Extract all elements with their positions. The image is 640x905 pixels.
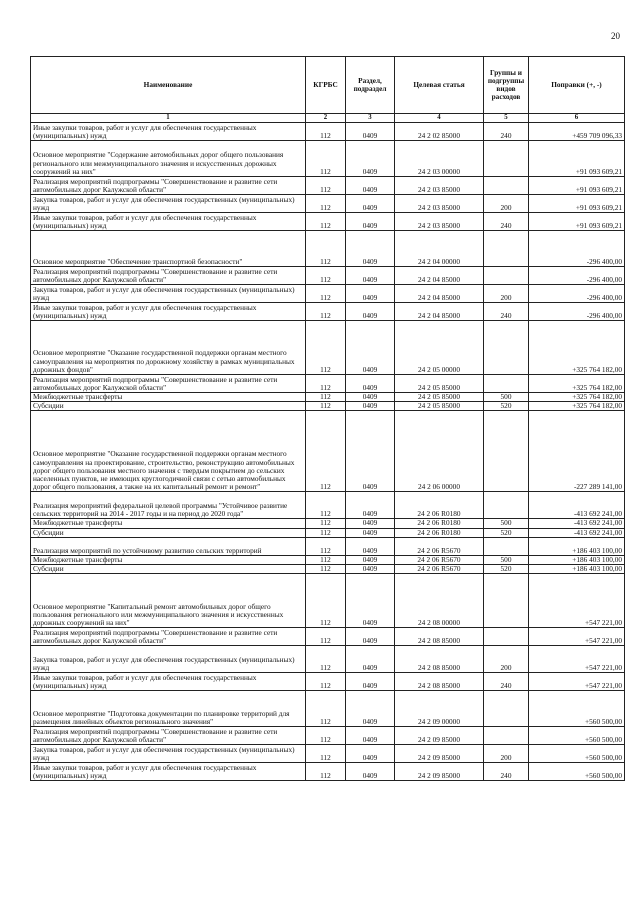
row-target: 24 2 06 R5670 (395, 537, 484, 555)
row-name: Иные закупки товаров, работ и услуг для обеспечения государственных (муниципальных) нужд (31, 213, 306, 231)
header-razdel: Раздел, подраздел (346, 57, 395, 114)
column-number: 5 (484, 114, 529, 123)
row-kgrbs: 112 (306, 393, 346, 402)
row-change: +325 764 182,00 (529, 393, 625, 402)
row-kgrbs: 112 (306, 411, 346, 492)
row-change: -296 400,00 (529, 285, 625, 303)
row-name: Закупка товаров, работ и услуг для обеспечения государственных (муниципальных) нужд (31, 285, 306, 303)
row-razdel: 0409 (346, 628, 395, 646)
row-group (484, 574, 529, 628)
table-row (31, 564, 625, 573)
row-kgrbs: 112 (306, 321, 346, 375)
row-kgrbs: 112 (306, 763, 346, 781)
column-number: 1 (31, 114, 306, 123)
row-target: 24 2 05 00000 (395, 321, 484, 375)
row-group (484, 267, 529, 285)
row-name: Иные закупки товаров, работ и услуг для обеспечения государственных (муниципальных) нужд (31, 303, 306, 321)
row-kgrbs: 112 (306, 123, 346, 141)
row-name: Иные закупки товаров, работ и услуг для обеспечения государственных (муниципальных) нужд (31, 763, 306, 781)
row-target: 24 2 04 85000 (395, 267, 484, 285)
row-change: +186 403 100,00 (529, 537, 625, 555)
row-group (484, 321, 529, 375)
row-kgrbs: 112 (306, 528, 346, 537)
header-kgrbs: КГРБС (306, 57, 346, 114)
row-group (484, 411, 529, 492)
table-row (31, 519, 625, 528)
table-header-row (31, 57, 625, 114)
row-kgrbs: 112 (306, 745, 346, 763)
row-group (484, 375, 529, 393)
row-target: 24 2 04 00000 (395, 231, 484, 267)
row-target: 24 2 05 85000 (395, 402, 484, 411)
row-change: -413 692 241,00 (529, 528, 625, 537)
row-group: 240 (484, 123, 529, 141)
row-kgrbs: 112 (306, 673, 346, 691)
row-name: Субсидии (31, 528, 306, 537)
row-kgrbs: 112 (306, 574, 346, 628)
row-change: +547 221,00 (529, 646, 625, 673)
row-group (484, 537, 529, 555)
table-row (31, 402, 625, 411)
row-name: Основное мероприятие "Оказание государственной поддержки органам местного самоуправления на проектирование, строительство, реконструкцию автомобильных дорог общего пользования местного значения с твердым покрытием до сельских населенных пунктов, не имеющих круглогодичной связи с сетью автомобильных дорог общего пользования, а также на их капитальный ремонт и ремонт" (31, 411, 306, 492)
row-kgrbs: 112 (306, 285, 346, 303)
row-target: 24 2 08 00000 (395, 574, 484, 628)
row-razdel: 0409 (346, 574, 395, 628)
row-group (484, 628, 529, 646)
row-group: 200 (484, 646, 529, 673)
row-group: 520 (484, 564, 529, 573)
row-group: 240 (484, 303, 529, 321)
row-name: Реализация мероприятий подпрограммы "Совершенствование и развитие сети автомобильных дорог Калужской области" (31, 267, 306, 285)
row-name: Закупка товаров, работ и услуг для обеспечения государственных (муниципальных) нужд (31, 646, 306, 673)
row-target: 24 2 06 R0180 (395, 492, 484, 519)
row-change: +547 221,00 (529, 574, 625, 628)
row-group: 500 (484, 555, 529, 564)
row-group: 200 (484, 745, 529, 763)
row-kgrbs: 112 (306, 177, 346, 195)
row-target: 24 2 06 R0180 (395, 528, 484, 537)
row-razdel: 0409 (346, 303, 395, 321)
table-row (31, 231, 625, 267)
row-name: Основное мероприятие "Подготовка документации по планировке территорий для размещения линейных объектов регионального значения" (31, 691, 306, 727)
row-razdel: 0409 (346, 393, 395, 402)
row-target: 24 2 03 85000 (395, 195, 484, 213)
row-razdel: 0409 (346, 213, 395, 231)
row-group (484, 691, 529, 727)
row-razdel: 0409 (346, 141, 395, 177)
row-group: 500 (484, 519, 529, 528)
row-group (484, 177, 529, 195)
header-change: Поправки (+, -) (529, 57, 625, 114)
row-razdel: 0409 (346, 745, 395, 763)
row-change: +560 500,00 (529, 727, 625, 745)
row-razdel: 0409 (346, 691, 395, 727)
row-kgrbs: 112 (306, 195, 346, 213)
table-row (31, 628, 625, 646)
row-group (484, 141, 529, 177)
row-name: Иные закупки товаров, работ и услуг для обеспечения государственных (муниципальных) нужд (31, 673, 306, 691)
table-row (31, 177, 625, 195)
row-change: +186 403 100,00 (529, 564, 625, 573)
row-kgrbs: 112 (306, 231, 346, 267)
row-name: Субсидии (31, 402, 306, 411)
row-name: Реализация мероприятий подпрограммы "Совершенствование и развитие сети автомобильных дорог Калужской области" (31, 375, 306, 393)
row-razdel: 0409 (346, 177, 395, 195)
row-kgrbs: 112 (306, 646, 346, 673)
row-target: 24 2 09 85000 (395, 763, 484, 781)
row-change: +91 093 609,21 (529, 195, 625, 213)
row-razdel: 0409 (346, 763, 395, 781)
row-change: -227 289 141,00 (529, 411, 625, 492)
row-group: 200 (484, 285, 529, 303)
row-change: +325 764 182,00 (529, 375, 625, 393)
table-row (31, 691, 625, 727)
row-razdel: 0409 (346, 285, 395, 303)
table-row (31, 745, 625, 763)
row-kgrbs: 112 (306, 519, 346, 528)
row-change: +91 093 609,21 (529, 177, 625, 195)
row-change: +91 093 609,21 (529, 213, 625, 231)
table-row (31, 727, 625, 745)
row-name: Закупка товаров, работ и услуг для обеспечения государственных (муниципальных) нужд (31, 195, 306, 213)
row-target: 24 2 06 R5670 (395, 555, 484, 564)
row-razdel: 0409 (346, 123, 395, 141)
row-razdel: 0409 (346, 646, 395, 673)
row-target: 24 2 03 85000 (395, 213, 484, 231)
row-name: Основное мероприятие "Капитальный ремонт автомобильных дорог общего пользования регионального или межмуниципального значения и искусственных дорожных сооружений на них" (31, 574, 306, 628)
row-name: Межбюджетные трансферты (31, 393, 306, 402)
row-group: 500 (484, 393, 529, 402)
row-group (484, 727, 529, 745)
row-razdel: 0409 (346, 321, 395, 375)
row-group: 240 (484, 673, 529, 691)
row-change: +459 709 096,33 (529, 123, 625, 141)
row-target: 24 2 06 00000 (395, 411, 484, 492)
column-number: 4 (395, 114, 484, 123)
table-row (31, 492, 625, 519)
row-razdel: 0409 (346, 528, 395, 537)
row-kgrbs: 112 (306, 402, 346, 411)
row-target: 24 2 02 85000 (395, 123, 484, 141)
budget-table (30, 56, 625, 781)
row-target: 24 2 05 85000 (395, 375, 484, 393)
table-row (31, 123, 625, 141)
row-change: -413 692 241,00 (529, 492, 625, 519)
row-kgrbs: 112 (306, 375, 346, 393)
row-name: Закупка товаров, работ и услуг для обеспечения государственных (муниципальных) нужд (31, 745, 306, 763)
row-target: 24 2 09 00000 (395, 691, 484, 727)
row-razdel: 0409 (346, 519, 395, 528)
row-target: 24 2 06 R0180 (395, 519, 484, 528)
row-razdel: 0409 (346, 267, 395, 285)
row-name: Иные закупки товаров, работ и услуг для обеспечения государственных (муниципальных) нужд (31, 123, 306, 141)
row-razdel: 0409 (346, 564, 395, 573)
row-name: Реализация мероприятий подпрограммы "Совершенствование и развитие сети автомобильных дорог Калужской области" (31, 628, 306, 646)
row-target: 24 2 09 85000 (395, 745, 484, 763)
row-change: +325 764 182,00 (529, 321, 625, 375)
table-row (31, 303, 625, 321)
row-kgrbs: 112 (306, 267, 346, 285)
row-target: 24 2 04 85000 (395, 285, 484, 303)
row-razdel: 0409 (346, 727, 395, 745)
table-row (31, 321, 625, 375)
table-row (31, 375, 625, 393)
row-group: 240 (484, 763, 529, 781)
row-group (484, 492, 529, 519)
row-change: +547 221,00 (529, 673, 625, 691)
row-target: 24 2 08 85000 (395, 646, 484, 673)
row-kgrbs: 112 (306, 727, 346, 745)
row-razdel: 0409 (346, 402, 395, 411)
table-row (31, 528, 625, 537)
row-razdel: 0409 (346, 555, 395, 564)
row-name: Реализация мероприятий федеральной целевой программы "Устойчивое развитие сельских территорий на 2014 - 2017 годы и на период до 2020 года" (31, 492, 306, 519)
row-target: 24 2 06 R5670 (395, 564, 484, 573)
row-kgrbs: 112 (306, 564, 346, 573)
row-name: Реализация мероприятий по устойчивому развитию сельских территорий (31, 537, 306, 555)
row-group (484, 231, 529, 267)
row-razdel: 0409 (346, 231, 395, 267)
row-group: 240 (484, 213, 529, 231)
row-name: Субсидии (31, 564, 306, 573)
row-change: -296 400,00 (529, 267, 625, 285)
row-razdel: 0409 (346, 411, 395, 492)
table-row (31, 574, 625, 628)
table-row (31, 213, 625, 231)
table-body (31, 123, 625, 781)
row-name: Межбюджетные трансферты (31, 519, 306, 528)
row-name: Основное мероприятие "Содержание автомобильных дорог общего пользования регионального или межмуниципального значения и искусственных дорожных сооружений на них" (31, 141, 306, 177)
row-change: -296 400,00 (529, 231, 625, 267)
row-target: 24 2 04 85000 (395, 303, 484, 321)
row-razdel: 0409 (346, 673, 395, 691)
column-number: 6 (529, 114, 625, 123)
row-change: +547 221,00 (529, 628, 625, 646)
row-name: Основное мероприятие "Оказание государственной поддержки органам местного самоуправления на мероприятия по дорожному хозяйству в рамках муниципальных дорожных фондов" (31, 321, 306, 375)
table-row (31, 141, 625, 177)
column-numbers-row (31, 114, 625, 123)
page-number: 20 (611, 31, 620, 41)
row-razdel: 0409 (346, 537, 395, 555)
row-kgrbs: 112 (306, 537, 346, 555)
row-target: 24 2 05 85000 (395, 393, 484, 402)
table-row (31, 763, 625, 781)
table-row (31, 555, 625, 564)
table-row (31, 267, 625, 285)
row-name: Реализация мероприятий подпрограммы "Совершенствование и развитие сети автомобильных дорог Калужской области" (31, 727, 306, 745)
row-change: +560 500,00 (529, 763, 625, 781)
row-change: +560 500,00 (529, 745, 625, 763)
row-change: -413 692 241,00 (529, 519, 625, 528)
table-row (31, 411, 625, 492)
row-target: 24 2 03 00000 (395, 141, 484, 177)
row-razdel: 0409 (346, 375, 395, 393)
row-group: 520 (484, 402, 529, 411)
row-target: 24 2 09 85000 (395, 727, 484, 745)
row-kgrbs: 112 (306, 492, 346, 519)
table-row (31, 195, 625, 213)
row-razdel: 0409 (346, 195, 395, 213)
row-group: 520 (484, 528, 529, 537)
row-change: -296 400,00 (529, 303, 625, 321)
column-number: 2 (306, 114, 346, 123)
row-name: Основное мероприятие "Обеспечение транспортной безопасности" (31, 231, 306, 267)
row-change: +325 764 182,00 (529, 402, 625, 411)
header-name: Наименование (31, 57, 306, 114)
row-name: Межбюджетные трансферты (31, 555, 306, 564)
row-kgrbs: 112 (306, 213, 346, 231)
row-change: +186 403 100,00 (529, 555, 625, 564)
table-row (31, 537, 625, 555)
row-target: 24 2 08 85000 (395, 628, 484, 646)
row-group: 200 (484, 195, 529, 213)
row-kgrbs: 112 (306, 691, 346, 727)
header-group: Группы и подгруппы видов расходов (484, 57, 529, 114)
table-row (31, 285, 625, 303)
row-target: 24 2 03 85000 (395, 177, 484, 195)
row-razdel: 0409 (346, 492, 395, 519)
row-kgrbs: 112 (306, 555, 346, 564)
row-kgrbs: 112 (306, 141, 346, 177)
row-name: Реализация мероприятий подпрограммы "Совершенствование и развитие сети автомобильных дорог Калужской области" (31, 177, 306, 195)
row-kgrbs: 112 (306, 628, 346, 646)
row-change: +560 500,00 (529, 691, 625, 727)
row-change: +91 093 609,21 (529, 141, 625, 177)
header-target: Целевая статья (395, 57, 484, 114)
row-target: 24 2 08 85000 (395, 673, 484, 691)
row-kgrbs: 112 (306, 303, 346, 321)
table-row (31, 646, 625, 673)
column-number: 3 (346, 114, 395, 123)
table-row (31, 673, 625, 691)
